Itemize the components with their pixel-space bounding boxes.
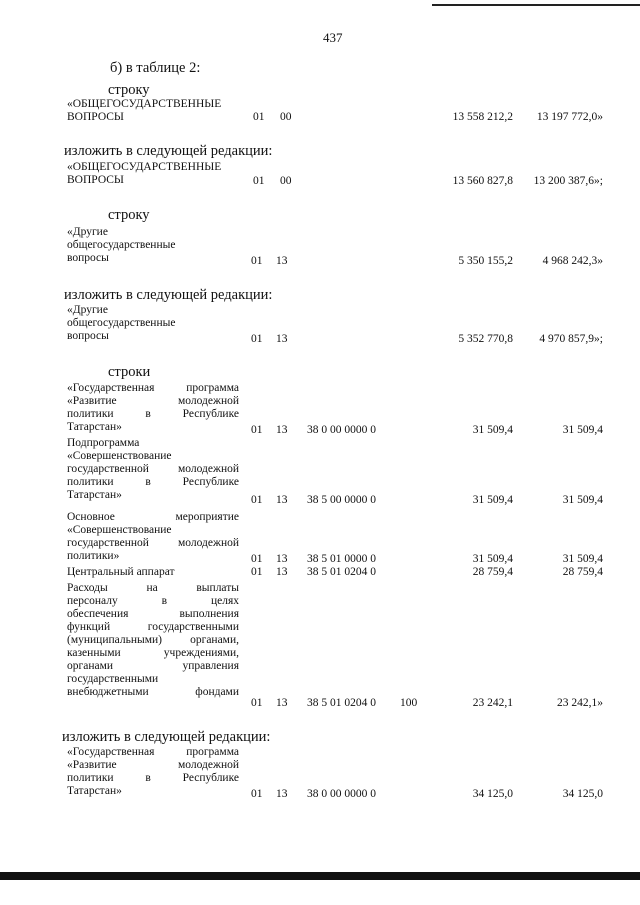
amount-2020: 4 970 857,9»;	[539, 333, 603, 345]
row-title: «Другие общегосударственные вопросы	[67, 226, 176, 264]
code-pr: 00	[280, 175, 292, 187]
code-rz: 01	[251, 424, 263, 436]
code-pr: 13	[276, 697, 288, 709]
amount-2020: 31 509,4	[562, 424, 603, 436]
amount-2020: 28 759,4	[562, 566, 603, 578]
amount-2020: 4 968 242,3»	[542, 255, 603, 267]
code-rz: 01	[251, 553, 263, 565]
block-label: строку	[108, 207, 150, 223]
code-pr: 13	[276, 788, 288, 800]
code-rz: 01	[253, 111, 265, 123]
row-title: «Государственная программа «Развитие молодежной политики в Республике Татарстан»	[67, 382, 239, 433]
code-pr: 13	[276, 553, 288, 565]
page-number: 437	[323, 30, 343, 45]
code-rz: 01	[251, 494, 263, 506]
amount-2019: 13 558 212,2	[452, 111, 513, 123]
code-csr: 38 5 01 0204 0	[307, 697, 376, 709]
amount-2019: 5 352 770,8	[458, 333, 513, 345]
bottom-rule	[0, 872, 640, 880]
code-rz: 01	[251, 788, 263, 800]
block-label: изложить в следующей редакции:	[64, 287, 273, 303]
section-heading: б) в таблице 2:	[110, 60, 201, 76]
rows-label: строки	[108, 364, 151, 380]
amount-2020: 13 200 387,6»;	[533, 175, 603, 187]
block-label: строку	[108, 82, 150, 98]
code-rz: 01	[253, 175, 265, 187]
block-label: изложить в следующей редакции:	[64, 143, 273, 159]
amount-2020: 34 125,0	[562, 788, 603, 800]
top-rule	[432, 4, 640, 6]
code-rz: 01	[251, 697, 263, 709]
amount-2020: 13 197 772,0»	[536, 111, 603, 123]
code-rz: 01	[251, 566, 263, 578]
row-title: Подпрограмма «Совершенствование государственной молодежной политики в Республике Татарстан»	[67, 437, 239, 501]
row-title: «Другие общегосударственные вопросы	[67, 304, 176, 342]
code-csr: 38 5 00 0000 0	[307, 494, 376, 506]
amount-2019: 13 560 827,8	[452, 175, 513, 187]
code-csr: 38 0 00 0000 0	[307, 424, 376, 436]
row-title: Центральный аппарат	[67, 566, 175, 578]
row-title: «ОБЩЕГОСУДАРСТВЕННЫЕ ВОПРОСЫ	[67, 161, 222, 186]
code-pr: 13	[276, 255, 288, 267]
amount-2019: 34 125,0	[472, 788, 513, 800]
amount-2020: 31 509,4	[562, 553, 603, 565]
row-title: «ОБЩЕГОСУДАРСТВЕННЫЕ ВОПРОСЫ	[67, 98, 222, 123]
code-csr: 38 5 01 0204 0	[307, 566, 376, 578]
row-title: Расходы на выплаты персоналу в целях обеспечения выполнения функций государственными (муниципальными) органами, казенными учреждениями, органами управления государственными внебюджетными фондами	[67, 582, 239, 698]
code-pr: 00	[280, 111, 292, 123]
amount-2019: 23 242,1	[472, 697, 513, 709]
code-vr: 100	[400, 697, 418, 709]
amount-2019: 5 350 155,2	[458, 255, 513, 267]
code-rz: 01	[251, 255, 263, 267]
code-pr: 13	[276, 494, 288, 506]
code-csr: 38 5 01 0000 0	[307, 553, 376, 565]
code-pr: 13	[276, 333, 288, 345]
amount-2020: 31 509,4	[562, 494, 603, 506]
amount-2019: 31 509,4	[472, 424, 513, 436]
code-csr: 38 0 00 0000 0	[307, 788, 376, 800]
code-pr: 13	[276, 424, 288, 436]
block-label: изложить в следующей редакции:	[62, 729, 271, 745]
amount-2019: 31 509,4	[472, 494, 513, 506]
row-title: «Государственная программа «Развитие молодежной политики в Республике Татарстан»	[67, 746, 239, 797]
code-pr: 13	[276, 566, 288, 578]
amount-2019: 31 509,4	[472, 553, 513, 565]
row-title: Основное мероприятие «Совершенствование государственной молодежной политики»	[67, 511, 239, 562]
code-rz: 01	[251, 333, 263, 345]
amount-2020: 23 242,1»	[557, 697, 603, 709]
amount-2019: 28 759,4	[472, 566, 513, 578]
